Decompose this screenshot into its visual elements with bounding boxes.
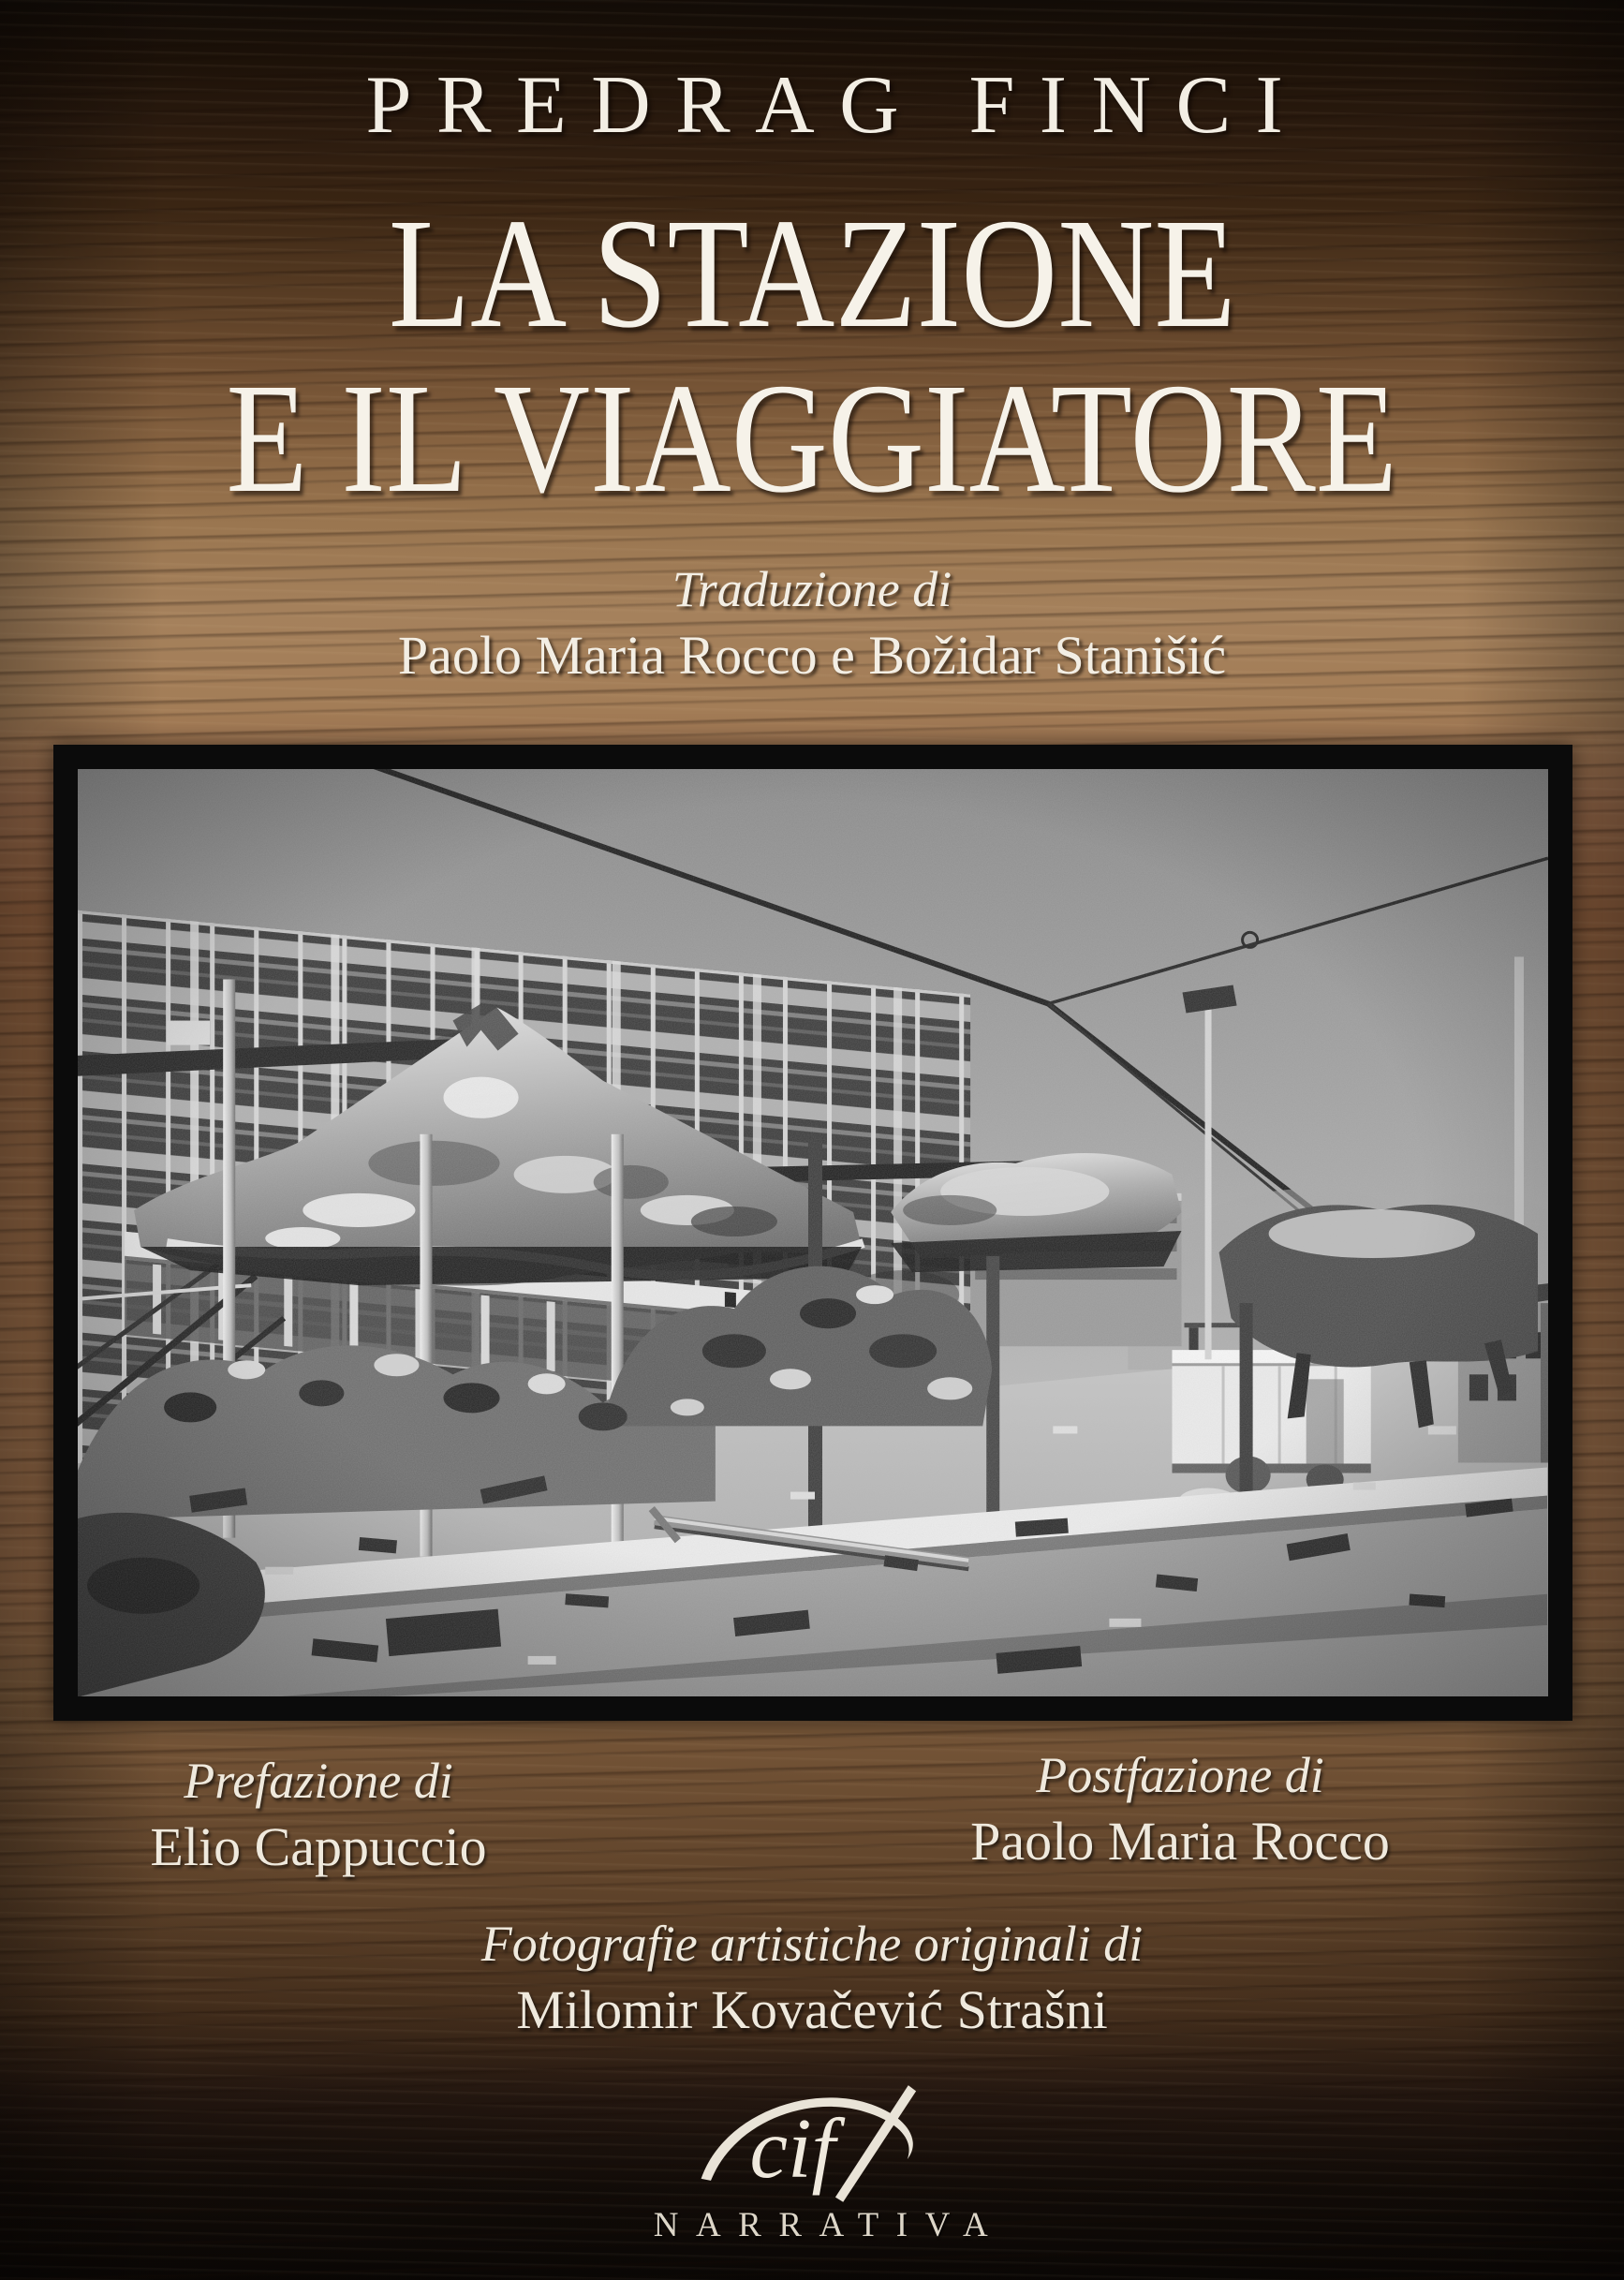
- afterword-label: Postfazione di: [1036, 1747, 1324, 1803]
- photography-label: Fotografie artistiche originali di: [480, 1916, 1144, 1972]
- author-name: PREDRAG FINCI: [365, 60, 1308, 151]
- publisher-series: NARRATIVA: [653, 2206, 1006, 2244]
- preface-credit: [28, 1754, 609, 1879]
- preface-author: Elio Cappuccio: [150, 1816, 487, 1878]
- publisher-logo: [686, 2081, 938, 2208]
- title-line-2: [0, 351, 1624, 526]
- preface-label: Prefazione di: [184, 1753, 453, 1809]
- publisher-logo-text: cif: [749, 2100, 835, 2196]
- cover-photo-frame: [53, 745, 1572, 1721]
- station-photo: [78, 769, 1548, 1696]
- title-line-1-text: LA STAZIONE: [388, 186, 1236, 361]
- translators: Paolo Maria Rocco e Božidar Stanišić: [397, 625, 1227, 686]
- photographer-name: Milomir Kovačević Strašni: [516, 1979, 1108, 2041]
- afterword-author: Paolo Maria Rocco: [970, 1811, 1390, 1873]
- translation-label: Traduzione di: [672, 561, 952, 617]
- publisher-logo-icon: [686, 2081, 938, 2208]
- afterword-credit: [862, 1748, 1499, 1873]
- photography-credit: [0, 1917, 1624, 2042]
- title-line-2-text: E IL VIAGGIATORE: [226, 351, 1398, 526]
- title-line-1: [0, 186, 1624, 361]
